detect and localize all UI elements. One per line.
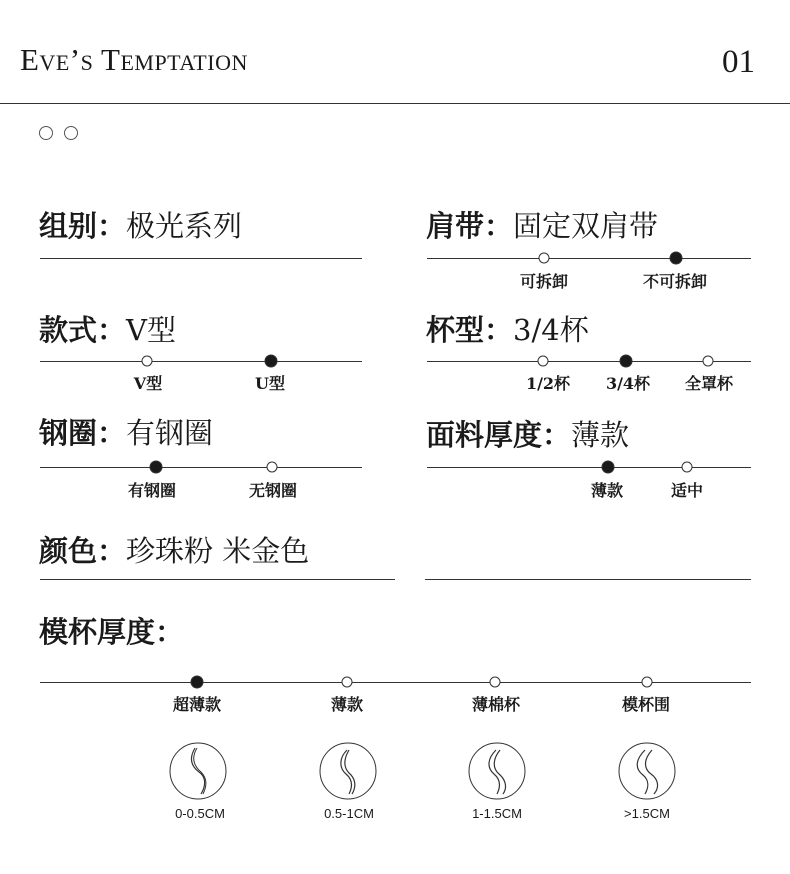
style-option-u: U型 [255, 374, 285, 393]
cup-label: 杯型： [426, 313, 514, 347]
group-value: 极光系列 [126, 209, 243, 243]
cup-option-half: 1/2杯 [525, 374, 571, 393]
brand-logo: Eve’s Temptation [20, 42, 248, 77]
strap-option-detachable-marker [539, 253, 550, 264]
wire-field [39, 416, 214, 450]
mold-field-label: 模杯厚度： [39, 615, 185, 649]
fabric-label: 面料厚度： [426, 418, 572, 452]
cup-option-three-quarter-marker [620, 355, 633, 368]
fabric-option-thin: 薄款 [590, 481, 624, 500]
mold-option-ultrathin: 超薄款 [172, 695, 222, 714]
header-divider [0, 103, 790, 104]
strap-label: 肩带： [426, 209, 514, 243]
cup-profile-ultrathin-icon [169, 742, 227, 800]
style-value: V型 [126, 313, 176, 347]
cup-profile-thin-icon [319, 742, 377, 800]
color-field [39, 534, 310, 568]
fabric-field [426, 418, 630, 452]
cup-option-full-marker [703, 356, 714, 367]
mold-size-thin: 0.5-1CM [324, 806, 374, 821]
style-option-v-marker [142, 356, 153, 367]
strap-field [426, 209, 659, 243]
wire-option-with: 有钢圈 [127, 481, 177, 500]
fabric-option-medium-marker [682, 462, 693, 473]
page-number: 01 [722, 44, 755, 80]
mold-option-molded: 模杯围 [621, 695, 671, 714]
strap-value: 固定双肩带 [513, 209, 659, 243]
mold-option-ultrathin-marker [191, 676, 204, 689]
group-field [39, 209, 243, 243]
fabric-value: 薄款 [571, 418, 630, 452]
group-underline [40, 258, 362, 259]
wire-label: 钢圈： [39, 416, 127, 450]
group-label: 组别： [39, 209, 127, 243]
strap-option-detachable: 可拆卸 [519, 272, 569, 291]
wire-scale-line [40, 467, 362, 468]
cup-field [426, 313, 589, 347]
cup-profile-padded-icon [468, 742, 526, 800]
style-option-v: V型 [133, 374, 163, 393]
cup-value: 3/4杯 [513, 313, 589, 347]
cup-profile-molded-icon [618, 742, 676, 800]
mold-option-padded-marker [490, 677, 501, 688]
color-underline [40, 579, 395, 580]
style-scale-line [40, 361, 362, 362]
wire-option-with-marker [150, 461, 163, 474]
mold-option-padded: 薄棉杯 [471, 695, 521, 714]
fabric-scale-line [427, 467, 751, 468]
cup-option-three-quarter: 3/4杯 [605, 374, 651, 393]
color-value: 珍珠粉 米金色 [126, 534, 310, 568]
style-field [39, 313, 176, 347]
mold-option-molded-marker [642, 677, 653, 688]
fabric-option-medium: 适中 [670, 481, 704, 500]
strap-option-fixed-marker [670, 252, 683, 265]
mold-option-thin-marker [342, 677, 353, 688]
cup-option-full: 全罩杯 [684, 374, 734, 393]
cup-option-half-marker [538, 356, 549, 367]
wire-value: 有钢圈 [126, 416, 214, 450]
style-option-u-marker [265, 355, 278, 368]
fabric-option-thin-marker [602, 461, 615, 474]
mold-size-padded: 1-1.5CM [472, 806, 522, 821]
strap-option-fixed: 不可拆卸 [642, 272, 708, 291]
color-underline-right [425, 579, 751, 580]
wire-option-without-marker [267, 462, 278, 473]
mold-size-molded: >1.5CM [624, 806, 670, 821]
mold-option-thin: 薄款 [330, 695, 364, 714]
color-label: 颜色： [39, 534, 127, 568]
mold-size-ultrathin: 0-0.5CM [175, 806, 225, 821]
decorative-circle-icon [64, 126, 78, 140]
strap-scale-line [427, 258, 751, 259]
style-label: 款式： [39, 313, 127, 347]
decorative-circle-icon [39, 126, 53, 140]
wire-option-without: 无钢圈 [248, 481, 298, 500]
